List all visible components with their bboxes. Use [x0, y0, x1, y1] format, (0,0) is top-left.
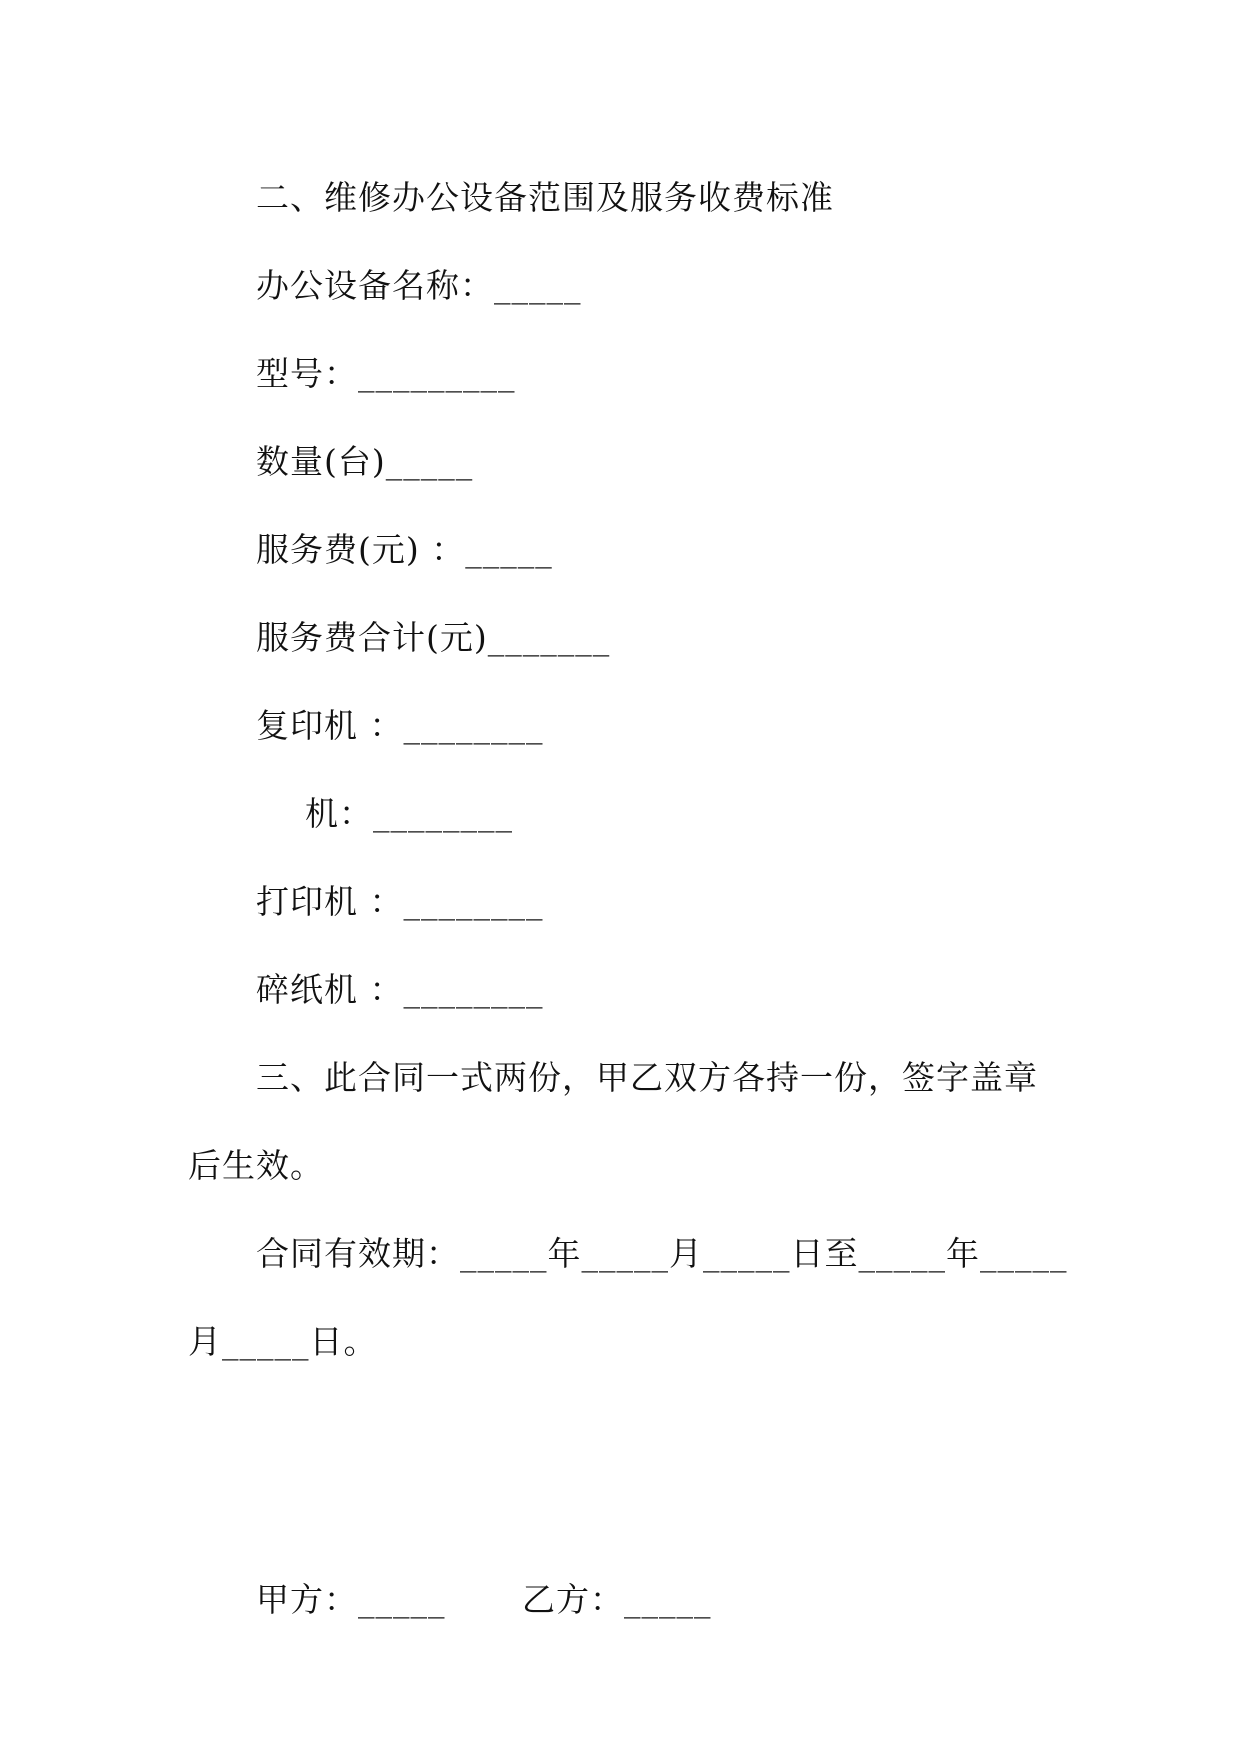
- device-name-field: 办公设备名称：_____: [256, 266, 582, 305]
- section-2-heading: 二、维修办公设备范围及服务收费标准: [256, 178, 834, 217]
- quantity-field: 数量(台)_____: [256, 442, 474, 481]
- validity-line-1: 合同有效期：_____年_____月_____日至_____年_____: [256, 1234, 1068, 1273]
- party-b-signature: 乙方：_____: [522, 1580, 712, 1619]
- party-a-signature: 甲方：_____: [256, 1580, 446, 1619]
- machine-field: 机：________: [305, 794, 513, 833]
- shredder-field: 碎纸机 ：________: [256, 970, 544, 1009]
- model-field: 型号：_________: [256, 354, 516, 393]
- signature-row: [256, 1580, 956, 1620]
- section-3-line-2: 后生效。: [188, 1146, 324, 1185]
- service-fee-field: 服务费(元) ：_____: [256, 530, 553, 569]
- copier-field: 复印机 ：________: [256, 706, 544, 745]
- printer-field: 打印机 ：________: [256, 882, 544, 921]
- validity-line-2: 月_____日。: [188, 1322, 378, 1361]
- section-3-line-1: 三、此合同一式两份，甲乙双方各持一份，签字盖章: [256, 1058, 1038, 1097]
- service-fee-total-field: 服务费合计(元)_______: [256, 618, 611, 657]
